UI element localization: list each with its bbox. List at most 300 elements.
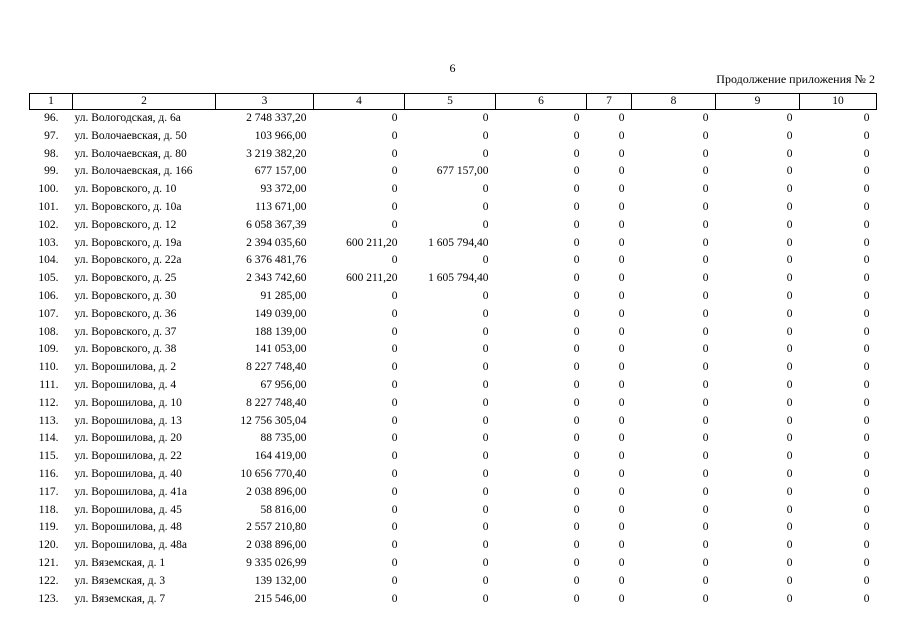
table-cell: 0 bbox=[391, 218, 398, 231]
table-cell: 0 bbox=[786, 485, 793, 498]
table-cell: 113. bbox=[38, 414, 59, 427]
table-cell: 0 bbox=[573, 200, 580, 213]
data-table bbox=[29, 93, 877, 608]
table-cell: 0 bbox=[702, 325, 709, 338]
table-cell: 0 bbox=[618, 183, 625, 196]
table-cell: ул. Воровского, д. 30 bbox=[74, 289, 177, 302]
table-cell: 0 bbox=[618, 289, 625, 302]
table-cell: 0 bbox=[482, 343, 489, 356]
table-cell: 600 211,20 bbox=[346, 272, 398, 285]
column-header: 9 bbox=[716, 94, 800, 110]
table-cell: 141 053,00 bbox=[254, 343, 307, 356]
table-cell: 9 335 026,99 bbox=[246, 556, 307, 569]
table-cell: 0 bbox=[863, 129, 870, 142]
table-cell: ул. Воровского, д. 37 bbox=[74, 325, 177, 338]
table-row bbox=[30, 377, 877, 395]
table-cell: ул. Волочаевская, д. 166 bbox=[74, 165, 193, 178]
table-cell: 0 bbox=[618, 539, 625, 552]
table-cell: 119. bbox=[38, 521, 59, 534]
table-cell: 121. bbox=[38, 556, 59, 569]
table-row bbox=[30, 288, 877, 306]
table-row bbox=[30, 270, 877, 288]
table-cell: 0 bbox=[391, 289, 398, 302]
table-cell: 0 bbox=[863, 414, 870, 427]
table-cell: 0 bbox=[573, 112, 580, 124]
table-cell: 97. bbox=[44, 129, 59, 142]
table-row bbox=[30, 430, 877, 448]
table-cell: 0 bbox=[618, 272, 625, 285]
table-cell: 0 bbox=[618, 521, 625, 534]
table-cell: 0 bbox=[863, 200, 870, 213]
table-cell: 0 bbox=[786, 450, 793, 463]
table-cell: 0 bbox=[482, 556, 489, 569]
table-cell: 0 bbox=[702, 129, 709, 142]
table-cell: 0 bbox=[863, 521, 870, 534]
table-cell: 0 bbox=[863, 539, 870, 552]
table-cell: 0 bbox=[702, 503, 709, 516]
table-cell: 0 bbox=[618, 236, 625, 249]
table-cell: 0 bbox=[482, 183, 489, 196]
table-cell: 0 bbox=[702, 236, 709, 249]
table-row bbox=[30, 341, 877, 359]
table-cell: 3 219 382,20 bbox=[246, 147, 307, 160]
table-cell: 0 bbox=[786, 165, 793, 178]
column-header: 8 bbox=[632, 94, 716, 110]
table-cell: 0 bbox=[618, 396, 625, 409]
table-cell: 0 bbox=[786, 254, 793, 267]
table-cell: 0 bbox=[573, 539, 580, 552]
table-cell: 0 bbox=[702, 361, 709, 374]
table-cell: 103 966,00 bbox=[254, 129, 307, 142]
table-cell: 0 bbox=[786, 592, 793, 605]
table-cell: 0 bbox=[702, 592, 709, 605]
table-cell: 0 bbox=[391, 378, 398, 391]
table-cell: 0 bbox=[618, 361, 625, 374]
table-cell: 0 bbox=[573, 503, 580, 516]
table-cell: 0 bbox=[391, 485, 398, 498]
table-cell: 2 748 337,20 bbox=[246, 112, 307, 124]
table-cell: 0 bbox=[482, 485, 489, 498]
table-row bbox=[30, 395, 877, 413]
table-cell: ул. Волочаевская, д. 50 bbox=[74, 129, 187, 142]
table-cell: ул. Ворошилова, д. 48а bbox=[74, 539, 187, 552]
table-cell: 0 bbox=[391, 200, 398, 213]
table-cell: 58 816,00 bbox=[260, 503, 307, 516]
table-cell: 0 bbox=[863, 361, 870, 374]
table-cell: 0 bbox=[702, 254, 709, 267]
table-cell: 0 bbox=[573, 414, 580, 427]
table-cell: 0 bbox=[863, 343, 870, 356]
table-cell: 0 bbox=[391, 396, 398, 409]
table-cell: 0 bbox=[786, 556, 793, 569]
table-cell: 0 bbox=[573, 361, 580, 374]
table-cell: 149 039,00 bbox=[254, 307, 307, 320]
table-cell: 0 bbox=[863, 218, 870, 231]
table-cell: 107. bbox=[38, 307, 59, 320]
table-cell: 0 bbox=[786, 361, 793, 374]
table-cell: 88 735,00 bbox=[260, 432, 307, 445]
table-cell: 122. bbox=[38, 574, 59, 587]
table-cell: 0 bbox=[786, 307, 793, 320]
table-cell: 0 bbox=[573, 289, 580, 302]
table-cell: 0 bbox=[482, 450, 489, 463]
table-cell: 110. bbox=[38, 361, 59, 374]
table-cell: 0 bbox=[482, 307, 489, 320]
table-cell: 112. bbox=[38, 396, 59, 409]
table-cell: 0 bbox=[482, 129, 489, 142]
table-cell: ул. Ворошилова, д. 13 bbox=[74, 414, 182, 427]
table-cell: 0 bbox=[702, 272, 709, 285]
table-cell: 0 bbox=[863, 183, 870, 196]
table-cell: 677 157,00 bbox=[254, 165, 307, 178]
table-cell: ул. Ворошилова, д. 41а bbox=[74, 485, 187, 498]
table-cell: 0 bbox=[618, 432, 625, 445]
column-header: 2 bbox=[73, 94, 216, 110]
table-cell: 111. bbox=[39, 378, 59, 391]
table-cell: 0 bbox=[618, 592, 625, 605]
table-cell: 0 bbox=[482, 467, 489, 480]
table-cell: 0 bbox=[863, 485, 870, 498]
table-cell: 0 bbox=[786, 539, 793, 552]
table-cell: 0 bbox=[391, 556, 398, 569]
table-row bbox=[30, 573, 877, 591]
table-cell: 0 bbox=[786, 218, 793, 231]
table-cell: ул. Воровского, д. 19а bbox=[74, 236, 182, 249]
table-cell: 106. bbox=[38, 289, 59, 302]
table-cell: 103. bbox=[38, 236, 59, 249]
table-cell: 0 bbox=[618, 574, 625, 587]
table-cell: ул. Воровского, д. 22а bbox=[74, 254, 182, 267]
table-cell: 0 bbox=[863, 467, 870, 480]
table-cell: 0 bbox=[786, 289, 793, 302]
table-cell: 0 bbox=[482, 147, 489, 160]
table-row bbox=[30, 466, 877, 484]
table-cell: 0 bbox=[482, 325, 489, 338]
table-cell: ул. Ворошилова, д. 40 bbox=[74, 467, 182, 480]
table-cell: 0 bbox=[573, 307, 580, 320]
table-cell: 0 bbox=[863, 254, 870, 267]
table-cell: 0 bbox=[391, 343, 398, 356]
table-cell: 0 bbox=[482, 254, 489, 267]
table-cell: 0 bbox=[573, 254, 580, 267]
table-cell: 104. bbox=[38, 254, 59, 267]
table-cell: 0 bbox=[573, 450, 580, 463]
table-cell: 101. bbox=[38, 200, 59, 213]
table-row bbox=[30, 413, 877, 431]
table-body bbox=[30, 110, 877, 609]
table-cell: 0 bbox=[618, 485, 625, 498]
table-cell: 0 bbox=[702, 378, 709, 391]
table-cell: 0 bbox=[573, 165, 580, 178]
table-cell: 0 bbox=[573, 236, 580, 249]
table-cell: 0 bbox=[702, 432, 709, 445]
table-cell: 98. bbox=[44, 147, 59, 160]
table-cell: 0 bbox=[702, 307, 709, 320]
table-cell: 0 bbox=[618, 147, 625, 160]
table-row bbox=[30, 324, 877, 342]
table-cell: 0 bbox=[786, 467, 793, 480]
table-cell: 0 bbox=[863, 556, 870, 569]
table-cell: 0 bbox=[702, 521, 709, 534]
table-cell: 0 bbox=[573, 147, 580, 160]
table-row bbox=[30, 306, 877, 324]
table-cell: 0 bbox=[391, 361, 398, 374]
table-cell: ул. Воровского, д. 25 bbox=[74, 272, 177, 285]
table-cell: 2 343 742,60 bbox=[246, 272, 307, 285]
table-cell: 0 bbox=[391, 467, 398, 480]
table-row bbox=[30, 502, 877, 520]
table-cell: 105. bbox=[38, 272, 59, 285]
table-cell: 96. bbox=[44, 112, 59, 124]
table-row bbox=[30, 110, 877, 128]
table-cell: 0 bbox=[573, 218, 580, 231]
table-cell: 0 bbox=[391, 254, 398, 267]
table-cell: 0 bbox=[573, 467, 580, 480]
table-cell: 0 bbox=[482, 592, 489, 605]
table-cell: 1 605 794,40 bbox=[428, 272, 489, 285]
table-cell: 0 bbox=[573, 592, 580, 605]
table-row bbox=[30, 519, 877, 537]
table-cell: 0 bbox=[786, 129, 793, 142]
table-cell: 677 157,00 bbox=[436, 165, 489, 178]
table-cell: 108. bbox=[38, 325, 59, 338]
page-number: 6 bbox=[449, 61, 456, 75]
table-cell: 6 058 367,39 bbox=[246, 218, 307, 231]
table-cell: 0 bbox=[573, 396, 580, 409]
table-row bbox=[30, 252, 877, 270]
table-cell: 0 bbox=[391, 503, 398, 516]
table-cell: ул. Ворошилова, д. 4 bbox=[74, 378, 177, 391]
table-cell: 0 bbox=[482, 361, 489, 374]
table-cell: 0 bbox=[391, 129, 398, 142]
column-header: 4 bbox=[314, 94, 405, 110]
table-cell: 0 bbox=[482, 112, 489, 124]
table-cell: 0 bbox=[618, 378, 625, 391]
table-cell: 0 bbox=[702, 289, 709, 302]
table-cell: 0 bbox=[618, 503, 625, 516]
table-cell: 0 bbox=[482, 378, 489, 391]
table-cell: 0 bbox=[573, 378, 580, 391]
table-cell: 0 bbox=[786, 343, 793, 356]
table-cell: 0 bbox=[702, 147, 709, 160]
table-cell: 0 bbox=[702, 200, 709, 213]
table-row bbox=[30, 448, 877, 466]
table-cell: 0 bbox=[618, 129, 625, 142]
table-cell: ул. Вяземская, д. 1 bbox=[74, 556, 166, 569]
table-cell: 0 bbox=[618, 414, 625, 427]
table-cell: ул. Вяземская, д. 3 bbox=[74, 574, 166, 587]
table-cell: ул. Вяземская, д. 7 bbox=[74, 592, 166, 605]
table-cell: 215 546,00 bbox=[254, 592, 307, 605]
table-cell: 0 bbox=[618, 343, 625, 356]
table-cell: 118. bbox=[38, 503, 59, 516]
table-cell: 0 bbox=[863, 396, 870, 409]
table-cell: 115. bbox=[38, 450, 59, 463]
table-cell: 0 bbox=[702, 485, 709, 498]
table-cell: ул. Вологодская, д. 6а bbox=[74, 112, 181, 124]
table-cell: 0 bbox=[786, 325, 793, 338]
table-cell: 0 bbox=[573, 325, 580, 338]
table-cell: 0 bbox=[786, 112, 793, 124]
column-header: 6 bbox=[496, 94, 587, 110]
table-cell: 2 394 035,60 bbox=[246, 236, 307, 249]
table-cell: 0 bbox=[863, 432, 870, 445]
column-header: 10 bbox=[800, 94, 877, 110]
column-header: 7 bbox=[587, 94, 632, 110]
table-cell: 2 557 210,80 bbox=[246, 521, 307, 534]
table-cell: 0 bbox=[482, 218, 489, 231]
table-cell: ул. Ворошилова, д. 45 bbox=[74, 503, 182, 516]
table-cell: 0 bbox=[702, 396, 709, 409]
table-cell: 8 227 748,40 bbox=[246, 396, 307, 409]
table-cell: 0 bbox=[618, 254, 625, 267]
table-cell: 0 bbox=[618, 450, 625, 463]
table-cell: 0 bbox=[482, 503, 489, 516]
table-cell: 0 bbox=[482, 396, 489, 409]
table-cell: 93 372,00 bbox=[260, 183, 307, 196]
table-cell: 0 bbox=[863, 325, 870, 338]
table-row bbox=[30, 235, 877, 253]
table-cell: 0 bbox=[391, 592, 398, 605]
table-cell: 0 bbox=[786, 396, 793, 409]
table-row bbox=[30, 591, 877, 609]
table-cell: 0 bbox=[482, 521, 489, 534]
table-row bbox=[30, 217, 877, 235]
table-cell: 0 bbox=[482, 574, 489, 587]
table-cell: ул. Воровского, д. 36 bbox=[74, 307, 177, 320]
table-cell: 109. bbox=[38, 343, 59, 356]
table-cell: 0 bbox=[863, 378, 870, 391]
column-header: 3 bbox=[216, 94, 314, 110]
table-cell: ул. Воровского, д. 38 bbox=[74, 343, 177, 356]
table-cell: 99. bbox=[44, 165, 59, 178]
table-row bbox=[30, 537, 877, 555]
table-cell: 0 bbox=[482, 289, 489, 302]
table-cell: 1 605 794,40 bbox=[428, 236, 489, 249]
table-cell: 0 bbox=[863, 289, 870, 302]
table-cell: 0 bbox=[786, 503, 793, 516]
table-cell: 0 bbox=[391, 307, 398, 320]
table-cell: 0 bbox=[702, 112, 709, 124]
table-cell: 0 bbox=[391, 574, 398, 587]
table-cell: 0 bbox=[702, 165, 709, 178]
table-cell: 0 bbox=[702, 343, 709, 356]
table-cell: 0 bbox=[391, 112, 398, 124]
table-cell: ул. Воровского, д. 12 bbox=[74, 218, 177, 231]
table-row bbox=[30, 163, 877, 181]
table-cell: 0 bbox=[786, 378, 793, 391]
table-cell: 0 bbox=[786, 272, 793, 285]
table-cell: ул. Ворошилова, д. 10 bbox=[74, 396, 182, 409]
table-cell: 0 bbox=[702, 539, 709, 552]
table-cell: 0 bbox=[863, 450, 870, 463]
table-cell: 8 227 748,40 bbox=[246, 361, 307, 374]
table-cell: 0 bbox=[863, 272, 870, 285]
table-cell: 600 211,20 bbox=[346, 236, 398, 249]
table-row bbox=[30, 484, 877, 502]
table-cell: 116. bbox=[38, 467, 59, 480]
table-cell: 0 bbox=[863, 112, 870, 124]
table-cell: 0 bbox=[573, 183, 580, 196]
table-cell: ул. Ворошилова, д. 20 bbox=[74, 432, 182, 445]
table-cell: 0 bbox=[786, 521, 793, 534]
table-cell: 0 bbox=[391, 325, 398, 338]
table-cell: 0 bbox=[482, 200, 489, 213]
table-cell: 139 132,00 bbox=[254, 574, 307, 587]
table-cell: 0 bbox=[573, 343, 580, 356]
table-cell: 0 bbox=[391, 521, 398, 534]
table-cell: 0 bbox=[482, 414, 489, 427]
table-cell: 0 bbox=[573, 521, 580, 534]
table-cell: 0 bbox=[391, 147, 398, 160]
table-cell: 0 bbox=[702, 218, 709, 231]
table-cell: 0 bbox=[391, 165, 398, 178]
table-cell: 0 bbox=[863, 165, 870, 178]
table-cell: 113 671,00 bbox=[255, 200, 307, 213]
table-cell: 0 bbox=[618, 112, 625, 124]
table-cell: 120. bbox=[38, 539, 59, 552]
table-cell: 0 bbox=[702, 574, 709, 587]
table-cell: 0 bbox=[863, 307, 870, 320]
table-cell: 0 bbox=[702, 467, 709, 480]
table-row bbox=[30, 146, 877, 164]
table-cell: 0 bbox=[786, 183, 793, 196]
table-cell: 0 bbox=[618, 200, 625, 213]
table-row bbox=[30, 128, 877, 146]
table-cell: 117. bbox=[38, 485, 59, 498]
table-cell: 2 038 896,00 bbox=[246, 485, 307, 498]
table-cell: 0 bbox=[573, 272, 580, 285]
table-cell: 0 bbox=[786, 147, 793, 160]
table-cell: 6 376 481,76 bbox=[246, 254, 307, 267]
table-cell: 91 285,00 bbox=[260, 289, 307, 302]
table-cell: 0 bbox=[573, 129, 580, 142]
table-cell: 164 419,00 bbox=[254, 450, 307, 463]
table-cell: 0 bbox=[702, 450, 709, 463]
table-cell: 0 bbox=[786, 200, 793, 213]
column-header: 1 bbox=[30, 94, 73, 110]
table-cell: ул. Волочаевская, д. 80 bbox=[74, 147, 187, 160]
table-cell: 0 bbox=[391, 183, 398, 196]
table-cell: 0 bbox=[863, 147, 870, 160]
table-cell: 2 038 896,00 bbox=[246, 539, 307, 552]
table-cell: 0 bbox=[618, 307, 625, 320]
table-cell: 0 bbox=[863, 236, 870, 249]
table-cell: ул. Ворошилова, д. 48 bbox=[74, 521, 182, 534]
table-cell: 0 bbox=[786, 236, 793, 249]
table-cell: ул. Воровского, д. 10 bbox=[74, 183, 177, 196]
table-cell: 0 bbox=[618, 165, 625, 178]
table-cell: 188 139,00 bbox=[254, 325, 307, 338]
table-cell: ул. Воровского, д. 10а bbox=[74, 200, 182, 213]
table-cell: 0 bbox=[618, 218, 625, 231]
table-cell: 0 bbox=[391, 414, 398, 427]
table-cell: 100. bbox=[38, 183, 59, 196]
table-row bbox=[30, 555, 877, 573]
table-cell: 0 bbox=[786, 574, 793, 587]
column-header: 5 bbox=[405, 94, 496, 110]
table-cell: 0 bbox=[482, 432, 489, 445]
table-cell: 0 bbox=[573, 485, 580, 498]
table-cell: 0 bbox=[391, 432, 398, 445]
table-cell: 0 bbox=[482, 539, 489, 552]
table-cell: 114. bbox=[38, 432, 59, 445]
table-row bbox=[30, 181, 877, 199]
table-cell: 12 756 305,04 bbox=[240, 414, 307, 427]
table-cell: 0 bbox=[786, 414, 793, 427]
continuation-label: Продолжение приложения № 2 bbox=[716, 72, 875, 86]
table-row bbox=[30, 359, 877, 377]
